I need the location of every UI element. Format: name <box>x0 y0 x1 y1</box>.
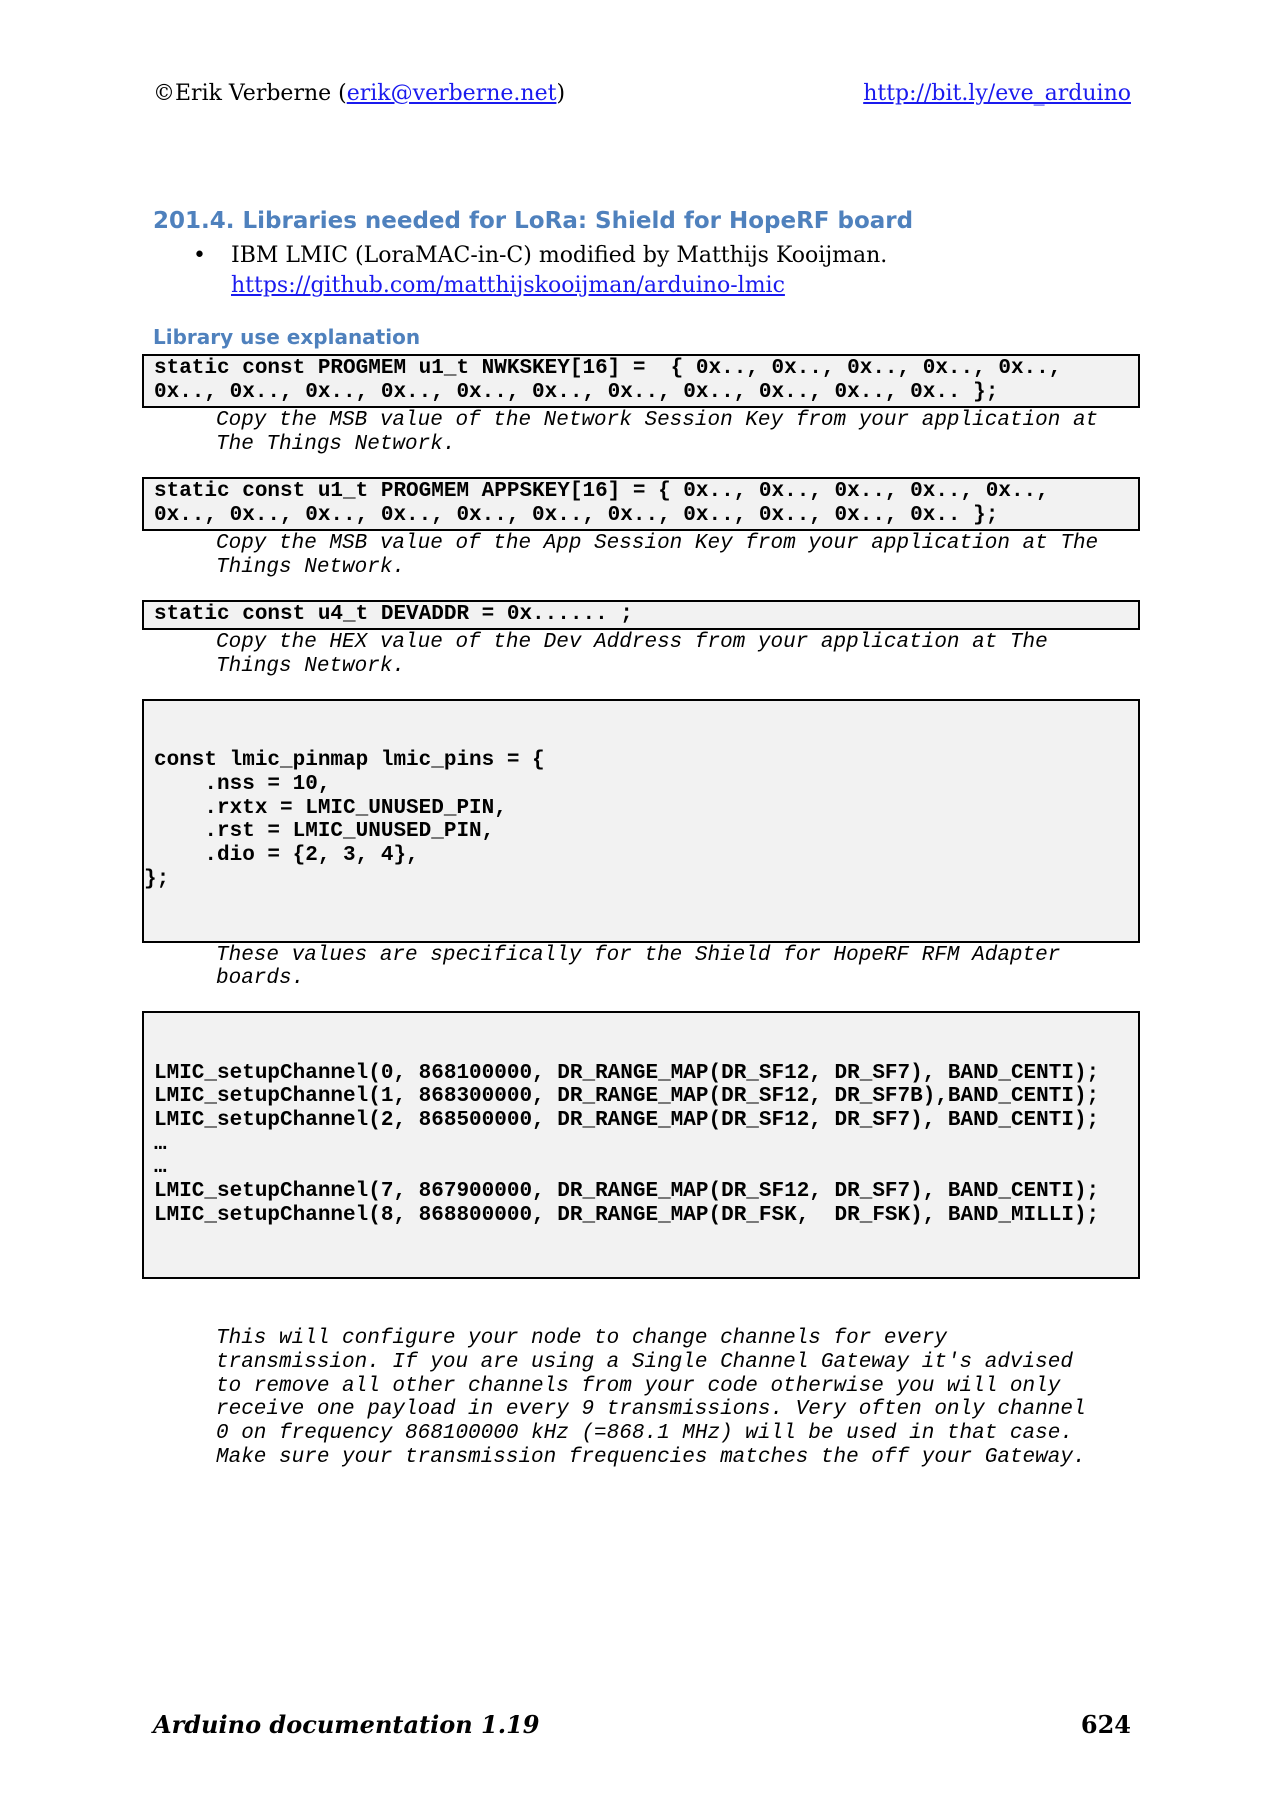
email-link[interactable]: erik@verberne.net <box>346 81 557 106</box>
note-line: 0 on frequency 868100000 kHz (=868.1 MHz) will be used in that case. <box>216 1422 1073 1446</box>
note-line: Copy the HEX value of the Dev Address from your application at The <box>216 631 1048 655</box>
code-line: 0x.., 0x.., 0x.., 0x.., 0x.., 0x.., 0x.., 0x.., 0x.., 0x.., 0x.. }; <box>154 503 999 527</box>
code-line: .nss = 10, <box>154 772 331 796</box>
note-devaddr <box>216 631 1140 678</box>
code-line: LMIC_setupChannel(0, 868100000, DR_RANGE_MAP(DR_SF12, DR_SF7), BAND_CENTI); <box>154 1061 1100 1085</box>
code-line: const lmic_pinmap lmic_pins = { <box>154 749 545 773</box>
author-text: ©Erik Verberne ( <box>153 81 347 106</box>
section-heading: 201.4. Libraries needed for LoRa: Shield for HopeRF board <box>153 208 914 234</box>
code-line: 0x.., 0x.., 0x.., 0x.., 0x.., 0x.., 0x.., 0x.., 0x.., 0x.., 0x.. }; <box>154 380 999 404</box>
note-pinmap <box>216 944 1140 991</box>
code-line: LMIC_setupChannel(8, 868800000, DR_RANGE_MAP(DR_FSK, DR_FSK), BAND_MILLI); <box>154 1203 1100 1227</box>
note-line: boards. <box>216 967 305 991</box>
note-line: transmission. If you are using a Single Channel Gateway it's advised <box>216 1351 1073 1375</box>
code-block-appskey <box>142 477 1140 531</box>
subheading: Library use explanation <box>153 325 421 349</box>
code-block-pinmap <box>142 699 1140 943</box>
note-line: to remove all other channels from your code otherwise you will only <box>216 1374 1061 1398</box>
footer-title: Arduino documentation 1.19 <box>153 1710 540 1739</box>
note-channels <box>216 1280 1140 1517</box>
note-line: Copy the MSB value of the Network Session Key from your application at <box>216 409 1099 433</box>
note-line: receive one payload in every 9 transmissions. Very often only channel <box>216 1398 1086 1422</box>
note-line: Things Network. <box>216 555 406 579</box>
bullet-icon: • <box>193 243 206 268</box>
note-line: These values are specifically for the Shield for HopeRF RFM Adapter <box>216 943 1061 967</box>
code-line: … <box>154 1132 167 1156</box>
note-line: Make sure your transmission frequencies matches the off your Gateway. <box>216 1445 1086 1469</box>
code-line: LMIC_setupChannel(2, 868500000, DR_RANGE_MAP(DR_SF12, DR_SF7), BAND_CENTI); <box>154 1108 1100 1132</box>
code-line: static const u1_t PROGMEM APPSKEY[16] = { 0x.., 0x.., 0x.., 0x.., 0x.., <box>154 479 1049 503</box>
code-line: static const u4_t DEVADDR = 0x...... ; <box>154 602 633 626</box>
page-number: 624 <box>1080 1710 1131 1739</box>
code-line: .dio = {2, 3, 4}, <box>154 843 419 867</box>
code-line: LMIC_setupChannel(1, 868300000, DR_RANGE_MAP(DR_SF12, DR_SF7B),BAND_CENTI); <box>154 1085 1100 1109</box>
content-flow <box>142 354 1140 1537</box>
header-author <box>153 80 565 108</box>
code-line: .rst = LMIC_UNUSED_PIN, <box>154 820 495 844</box>
note-line: Copy the MSB value of the App Session Key from your application at The <box>216 532 1099 556</box>
code-block-devaddr <box>142 600 1140 631</box>
note-nwkskey <box>216 409 1140 456</box>
note-appskey <box>216 532 1140 579</box>
author-suffix: ) <box>556 81 566 106</box>
header-url-link[interactable]: http://bit.ly/eve_arduino <box>863 81 1131 106</box>
github-link[interactable]: https://github.com/matthijskooijman/arduino-lmic <box>231 273 785 298</box>
code-line: LMIC_setupChannel(7, 867900000, DR_RANGE_MAP(DR_SF12, DR_SF7), BAND_CENTI); <box>154 1180 1100 1204</box>
code-block-nwkskey <box>142 354 1140 408</box>
code-line: }; <box>144 867 170 891</box>
code-line: … <box>154 1156 167 1180</box>
code-line: .rxtx = LMIC_UNUSED_PIN, <box>154 796 507 820</box>
code-line: static const PROGMEM u1_t NWKSKEY[16] = { 0x.., 0x.., 0x.., 0x.., 0x.., <box>154 357 1062 380</box>
note-line: The Things Network. <box>216 433 456 457</box>
note-line: Things Network. <box>216 655 406 679</box>
note-line: This will configure your node to change channels for every <box>216 1327 947 1351</box>
bullet-text: IBM LMIC (LoraMAC-in-C) modified by Matthijs Kooijman. <box>231 243 888 268</box>
code-block-channels <box>142 1011 1140 1279</box>
